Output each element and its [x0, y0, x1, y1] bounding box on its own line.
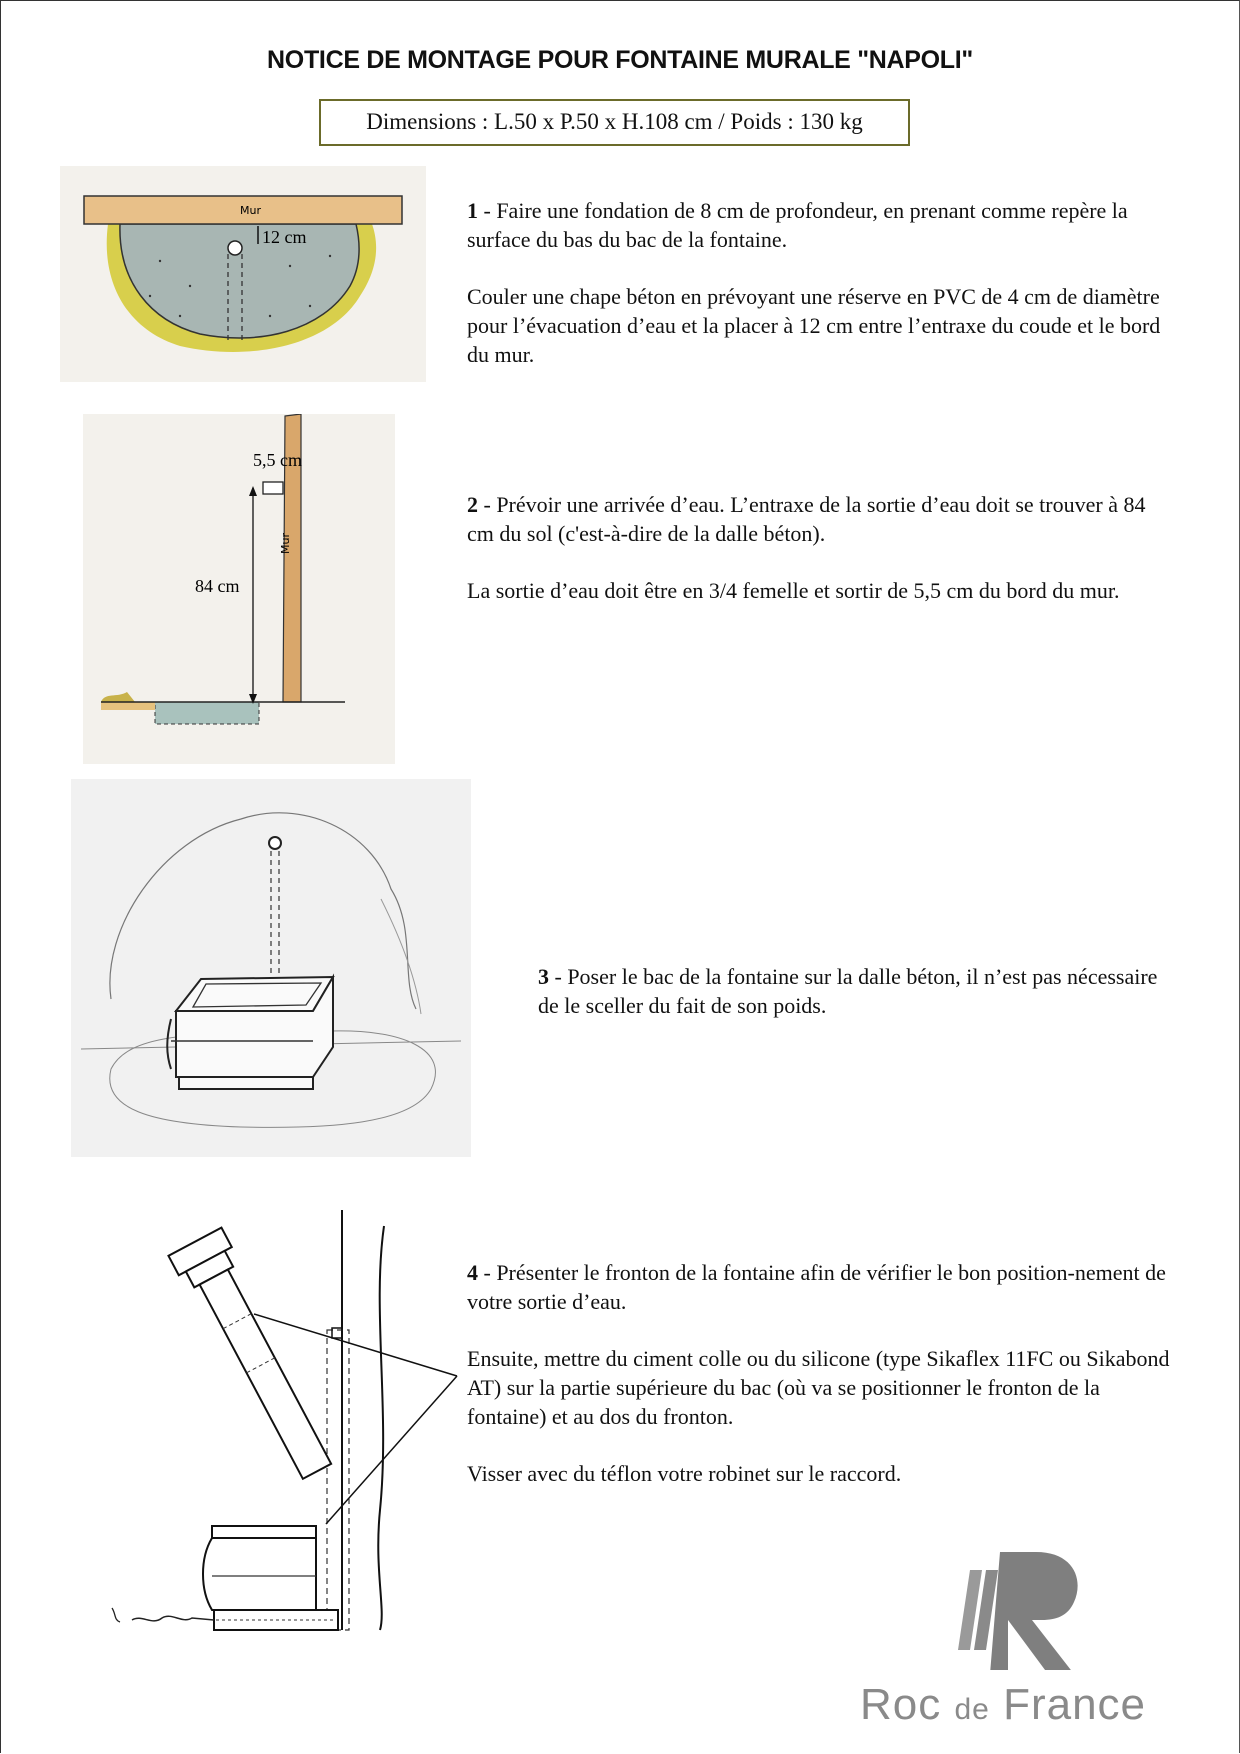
- step-1-text-1: - Faire une fondation de 8 cm de profondeur, en prenant comme repère la surface du bas du bac de la fontaine.: [467, 198, 1128, 252]
- figure-basin-placement: [71, 779, 471, 1157]
- step-4-text-3: Visser avec du téflon votre robinet sur le raccord.: [467, 1461, 902, 1486]
- fig1-wall-label: Mur: [240, 204, 261, 217]
- step-2-text-1: - Prévoir une arrivée d’eau. L’entraxe de la sortie d’eau doit se trouver à 84 cm du sol (c'est-à-dire de la dalle béton).: [467, 492, 1146, 546]
- fig2-wall-label: Mur: [279, 533, 292, 554]
- step-2: [467, 490, 1177, 633]
- figure-pediment-install: [102, 1210, 472, 1680]
- step-2-text-2: La sortie d’eau doit être en 3/4 femelle et sortir de 5,5 cm du bord du mur.: [467, 578, 1120, 603]
- step-4-number: 4: [467, 1260, 478, 1285]
- dimensions-box: Dimensions : L.50 x P.50 x H.108 cm / Poids : 130 kg: [319, 99, 910, 146]
- brand-name-france: France: [989, 1680, 1147, 1729]
- step-1: [467, 196, 1177, 397]
- fig2-height-label: 84 cm: [195, 576, 240, 596]
- figure-foundation: [60, 166, 426, 382]
- fig1-dimension-label: 12 cm: [262, 227, 307, 247]
- brand-name-de: de: [954, 1693, 990, 1726]
- step-3-text-1: - Poser le bac de la fontaine sur la dalle béton, il n’est pas nécessaire de le sceller du fait de son poids.: [538, 964, 1158, 1018]
- step-1-number: 1: [467, 198, 478, 223]
- step-3-number: 3: [538, 964, 549, 989]
- brand-name: [860, 1680, 1200, 1730]
- step-2-number: 2: [467, 492, 478, 517]
- step-3: [538, 962, 1178, 1048]
- page-title: NOTICE DE MONTAGE POUR FONTAINE MURALE "NAPOLI": [267, 46, 973, 74]
- step-1-text-2: Couler une chape béton en prévoyant une réserve en PVC de 4 cm de diamètre pour l’évacuation d’eau et la placer à 12 cm entre l’entraxe du coude et le bord du mur.: [467, 284, 1161, 367]
- step-4-text-1: - Présenter le fronton de la fontaine afin de vérifier le bon position-nement de votre sortie d’eau.: [467, 1260, 1166, 1314]
- step-4-text-2: Ensuite, mettre du ciment colle ou du silicone (type Sikaflex 11FC ou Sikabond AT) sur la partie supérieure du bac (où va se positionner le fronton de la fontaine) et au dos du fronton.: [467, 1346, 1170, 1429]
- fig2-outlet-label: 5,5 cm: [253, 450, 302, 470]
- step-4: [467, 1258, 1177, 1516]
- figure-water-inlet: [83, 414, 395, 764]
- brand-name-roc: Roc: [860, 1680, 955, 1729]
